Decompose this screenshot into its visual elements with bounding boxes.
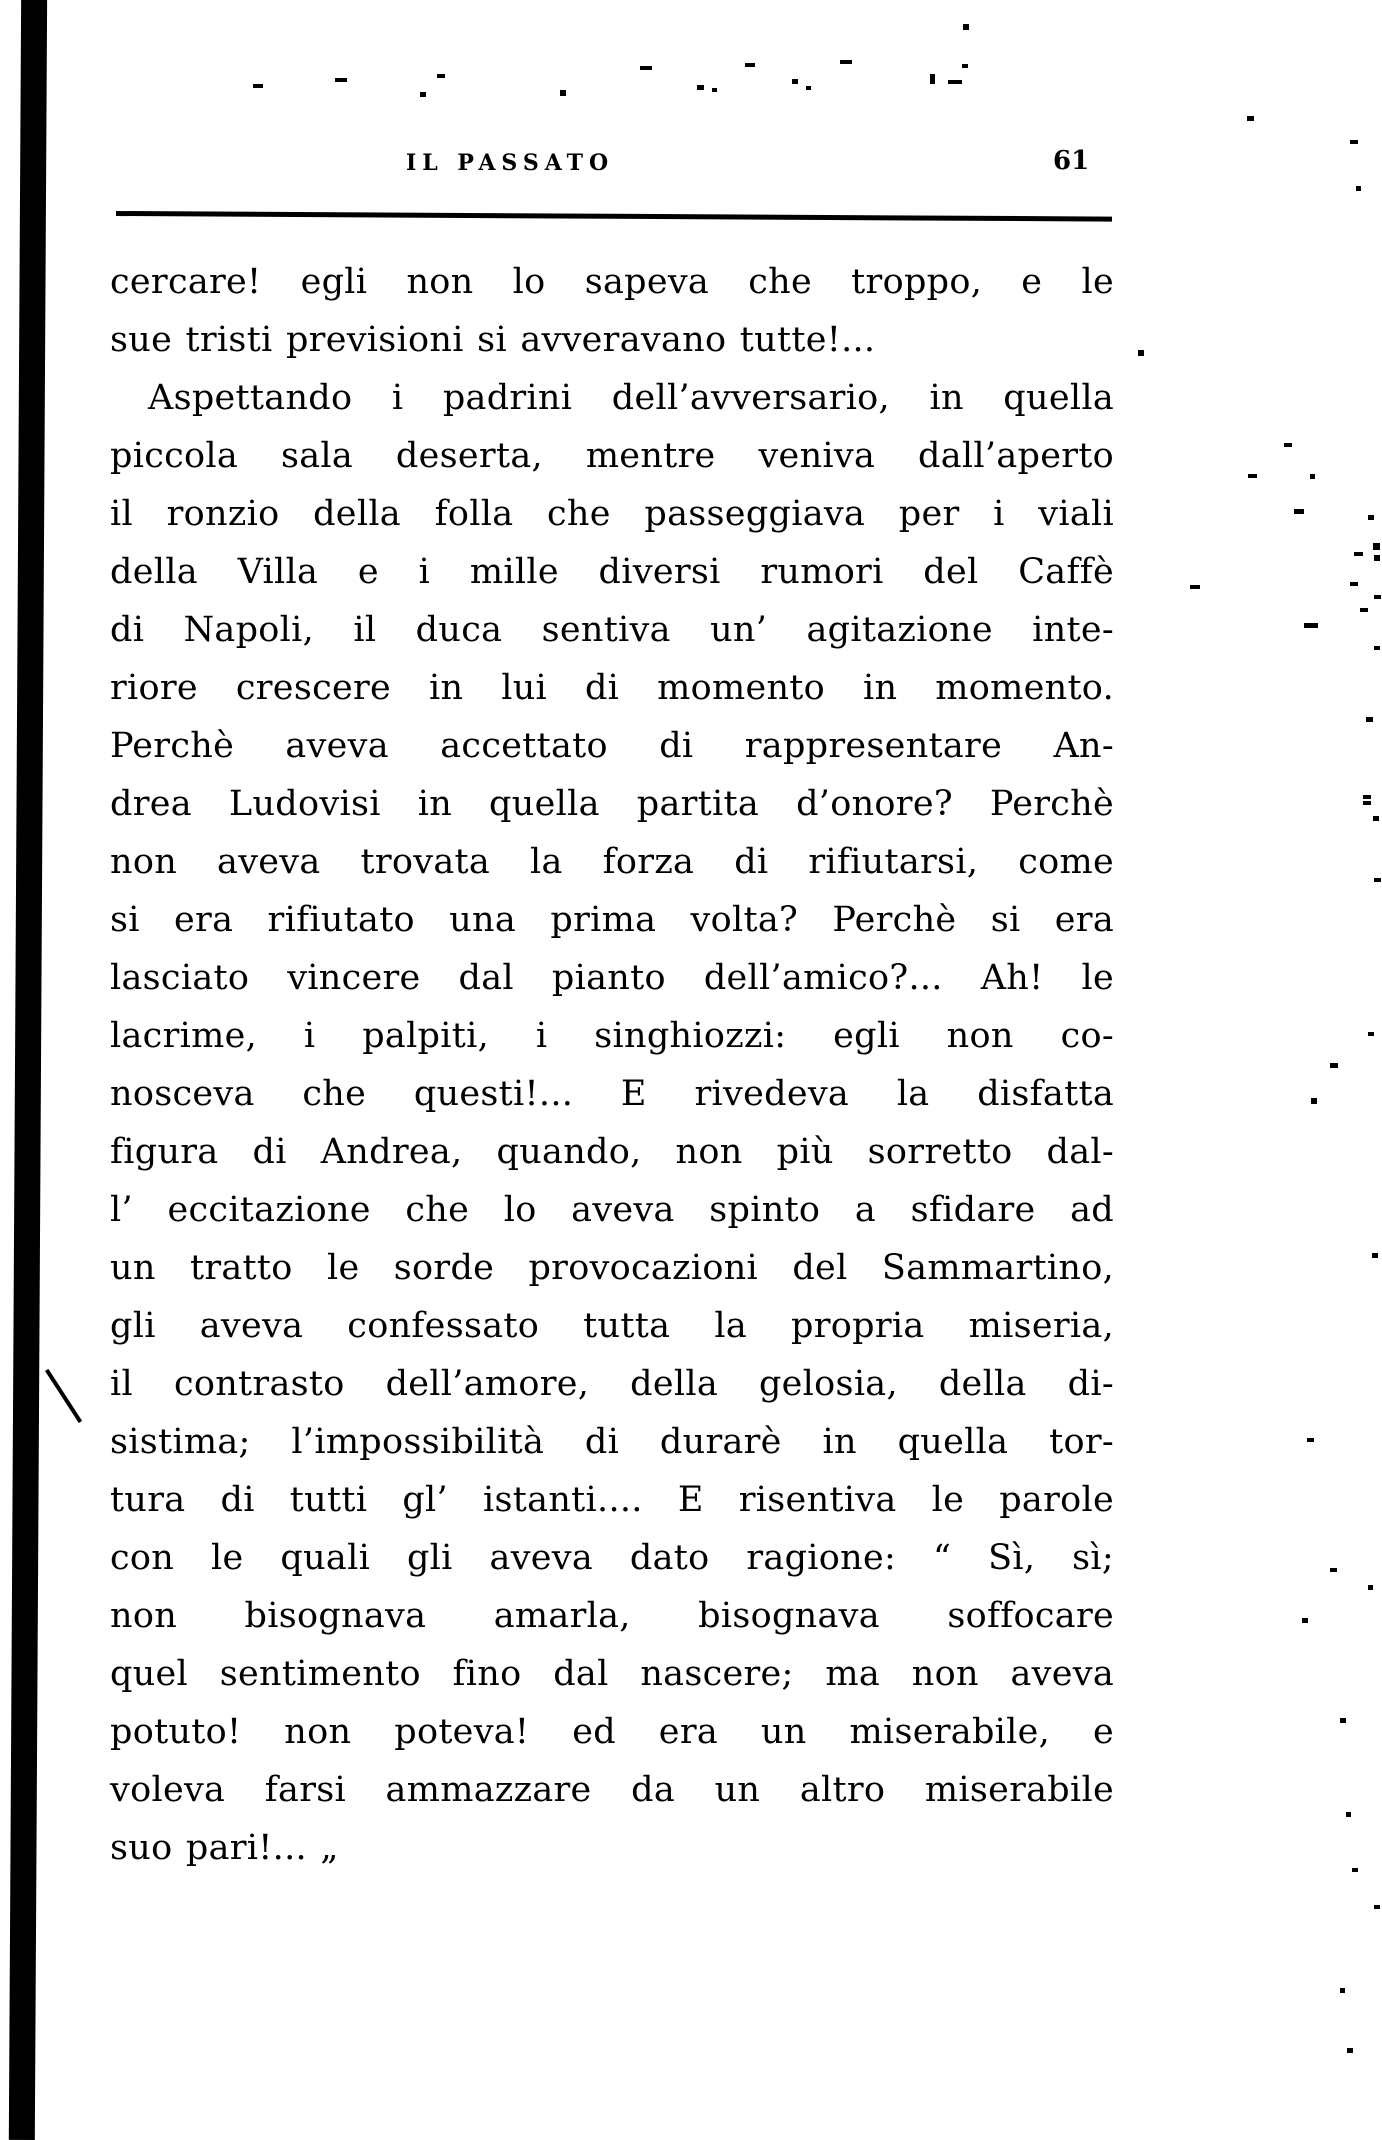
text-line: lacrime, i palpiti, i singhiozzi: egli non co-: [110, 1016, 1114, 1056]
text-line: voleva farsi ammazzare da un altro miserabile: [110, 1770, 1114, 1810]
text-line: Aspettando i padrini dell’avversario, in quella: [148, 378, 1114, 418]
text-line: il ronzio della folla che passeggiava per i viali: [110, 494, 1114, 534]
scan-speck: [697, 85, 704, 90]
header-rule: [116, 211, 1112, 222]
scan-speck: [560, 90, 566, 96]
text-line: Perchè aveva accettato di rappresentare An-: [110, 726, 1114, 766]
text-line: l’ eccitazione che lo aveva spinto a sfidare ad: [110, 1190, 1114, 1230]
scan-speck: [1352, 1868, 1358, 1872]
scan-speck: [1346, 1812, 1351, 1817]
scan-speck: [437, 74, 445, 78]
scan-speck: [1284, 443, 1292, 447]
scan-edge-bar: [9, 0, 47, 2140]
text-line: con le quali gli aveva dato ragione: “ Sì, sì;: [110, 1538, 1114, 1578]
text-line: non aveva trovata la forza di rifiutarsi, come: [110, 842, 1114, 882]
page-text: [110, 253, 1114, 1877]
text-line: lasciato vincere dal pianto dell’amico?... Ah! le: [110, 958, 1114, 998]
scan-speck: [1368, 1585, 1373, 1590]
scan-speck: [1374, 595, 1381, 599]
text-line: nosceva che questi!... E rivedeva la disfatta: [110, 1074, 1114, 1114]
scan-speck: [930, 74, 935, 84]
scan-speck: [963, 24, 969, 30]
scan-speck: [1330, 1568, 1337, 1572]
text-line: piccola sala deserta, mentre veniva dall’aperto: [110, 436, 1114, 476]
scan-speck: [1294, 509, 1304, 514]
scan-speck: [1368, 1032, 1374, 1036]
scan-speck: [640, 66, 652, 70]
text-line: tura di tutti gl’ istanti.... E risentiva le parole: [110, 1480, 1114, 1520]
scan-speck: [1368, 515, 1374, 520]
text-line: potuto! non poteva! ed era un miserabile, e: [110, 1712, 1114, 1752]
scan-speck: [745, 63, 755, 67]
text-line: cercare! egli non lo sapeva che troppo, e le: [110, 262, 1114, 302]
scan-speck: [1374, 646, 1380, 650]
scan-speck: [1360, 608, 1368, 612]
text-line: suo pari!... „: [110, 1828, 339, 1868]
scan-speck: [840, 60, 852, 64]
scan-speck: [1340, 1718, 1346, 1723]
text-line: riore crescere in lui di momento in momento.: [110, 668, 1114, 708]
diagonal-scan-mark: [45, 1369, 82, 1423]
scan-speck: [1373, 543, 1380, 550]
scan-speck: [1350, 582, 1358, 586]
scan-speck: [1350, 140, 1358, 144]
scan-speck: [1372, 1253, 1378, 1258]
text-line: non bisognava amarla, bisognava soffocare: [110, 1596, 1114, 1636]
scan-speck: [1302, 1618, 1308, 1623]
scan-speck: [1311, 1098, 1317, 1104]
scan-speck: [1374, 1905, 1380, 1909]
scan-speck: [806, 86, 811, 90]
scan-speck: [1330, 1063, 1338, 1068]
scan-speck: [712, 88, 717, 92]
scan-speck: [962, 64, 968, 68]
text-line: sistima; l’impossibilità di durarè in quella tor-: [110, 1422, 1114, 1462]
scan-speck: [1366, 717, 1373, 722]
scan-speck: [335, 78, 347, 82]
text-line: gli aveva confessato tutta la propria miseria,: [110, 1306, 1114, 1346]
scan-speck: [792, 79, 798, 84]
page-number: 61: [1053, 146, 1090, 176]
scan-speck: [1347, 2048, 1353, 2053]
scan-speck: [1138, 350, 1144, 356]
text-line: il contrasto dell’amore, della gelosia, della di-: [110, 1364, 1114, 1404]
text-line: si era rifiutato una prima volta? Perchè si era: [110, 900, 1114, 940]
scan-speck: [1247, 116, 1254, 121]
text-line: della Villa e i mille diversi rumori del Caffè: [110, 552, 1114, 592]
text-line: quel sentimento fino dal nascere; ma non aveva: [110, 1654, 1114, 1694]
scan-speck: [1307, 1438, 1314, 1442]
scan-speck: [1190, 585, 1200, 589]
scan-speck: [1354, 552, 1363, 556]
text-line: drea Ludovisi in quella partita d’onore? Perchè: [110, 784, 1114, 824]
scan-speck: [1310, 474, 1315, 479]
scan-speck: [1363, 795, 1371, 799]
scan-speck: [420, 92, 426, 97]
scan-speck: [1373, 816, 1379, 821]
scan-speck: [253, 84, 263, 88]
text-line: sue tristi previsioni si avveravano tutte!...: [110, 320, 876, 360]
scan-speck: [1304, 623, 1318, 628]
scan-speck: [948, 80, 962, 84]
text-line: di Napoli, il duca sentiva un’ agitazione inte-: [110, 610, 1114, 650]
scan-speck: [1248, 474, 1257, 478]
scan-speck: [1340, 1988, 1345, 1993]
scan-speck: [1374, 878, 1381, 882]
scan-speck: [1356, 186, 1361, 191]
scan-speck: [1363, 801, 1371, 805]
running-head-title: IL PASSATO: [406, 150, 615, 176]
text-line: figura di Andrea, quando, non più sorretto dal-: [110, 1132, 1114, 1172]
scan-speck: [1374, 555, 1380, 561]
text-line: un tratto le sorde provocazioni del Sammartino,: [110, 1248, 1114, 1288]
